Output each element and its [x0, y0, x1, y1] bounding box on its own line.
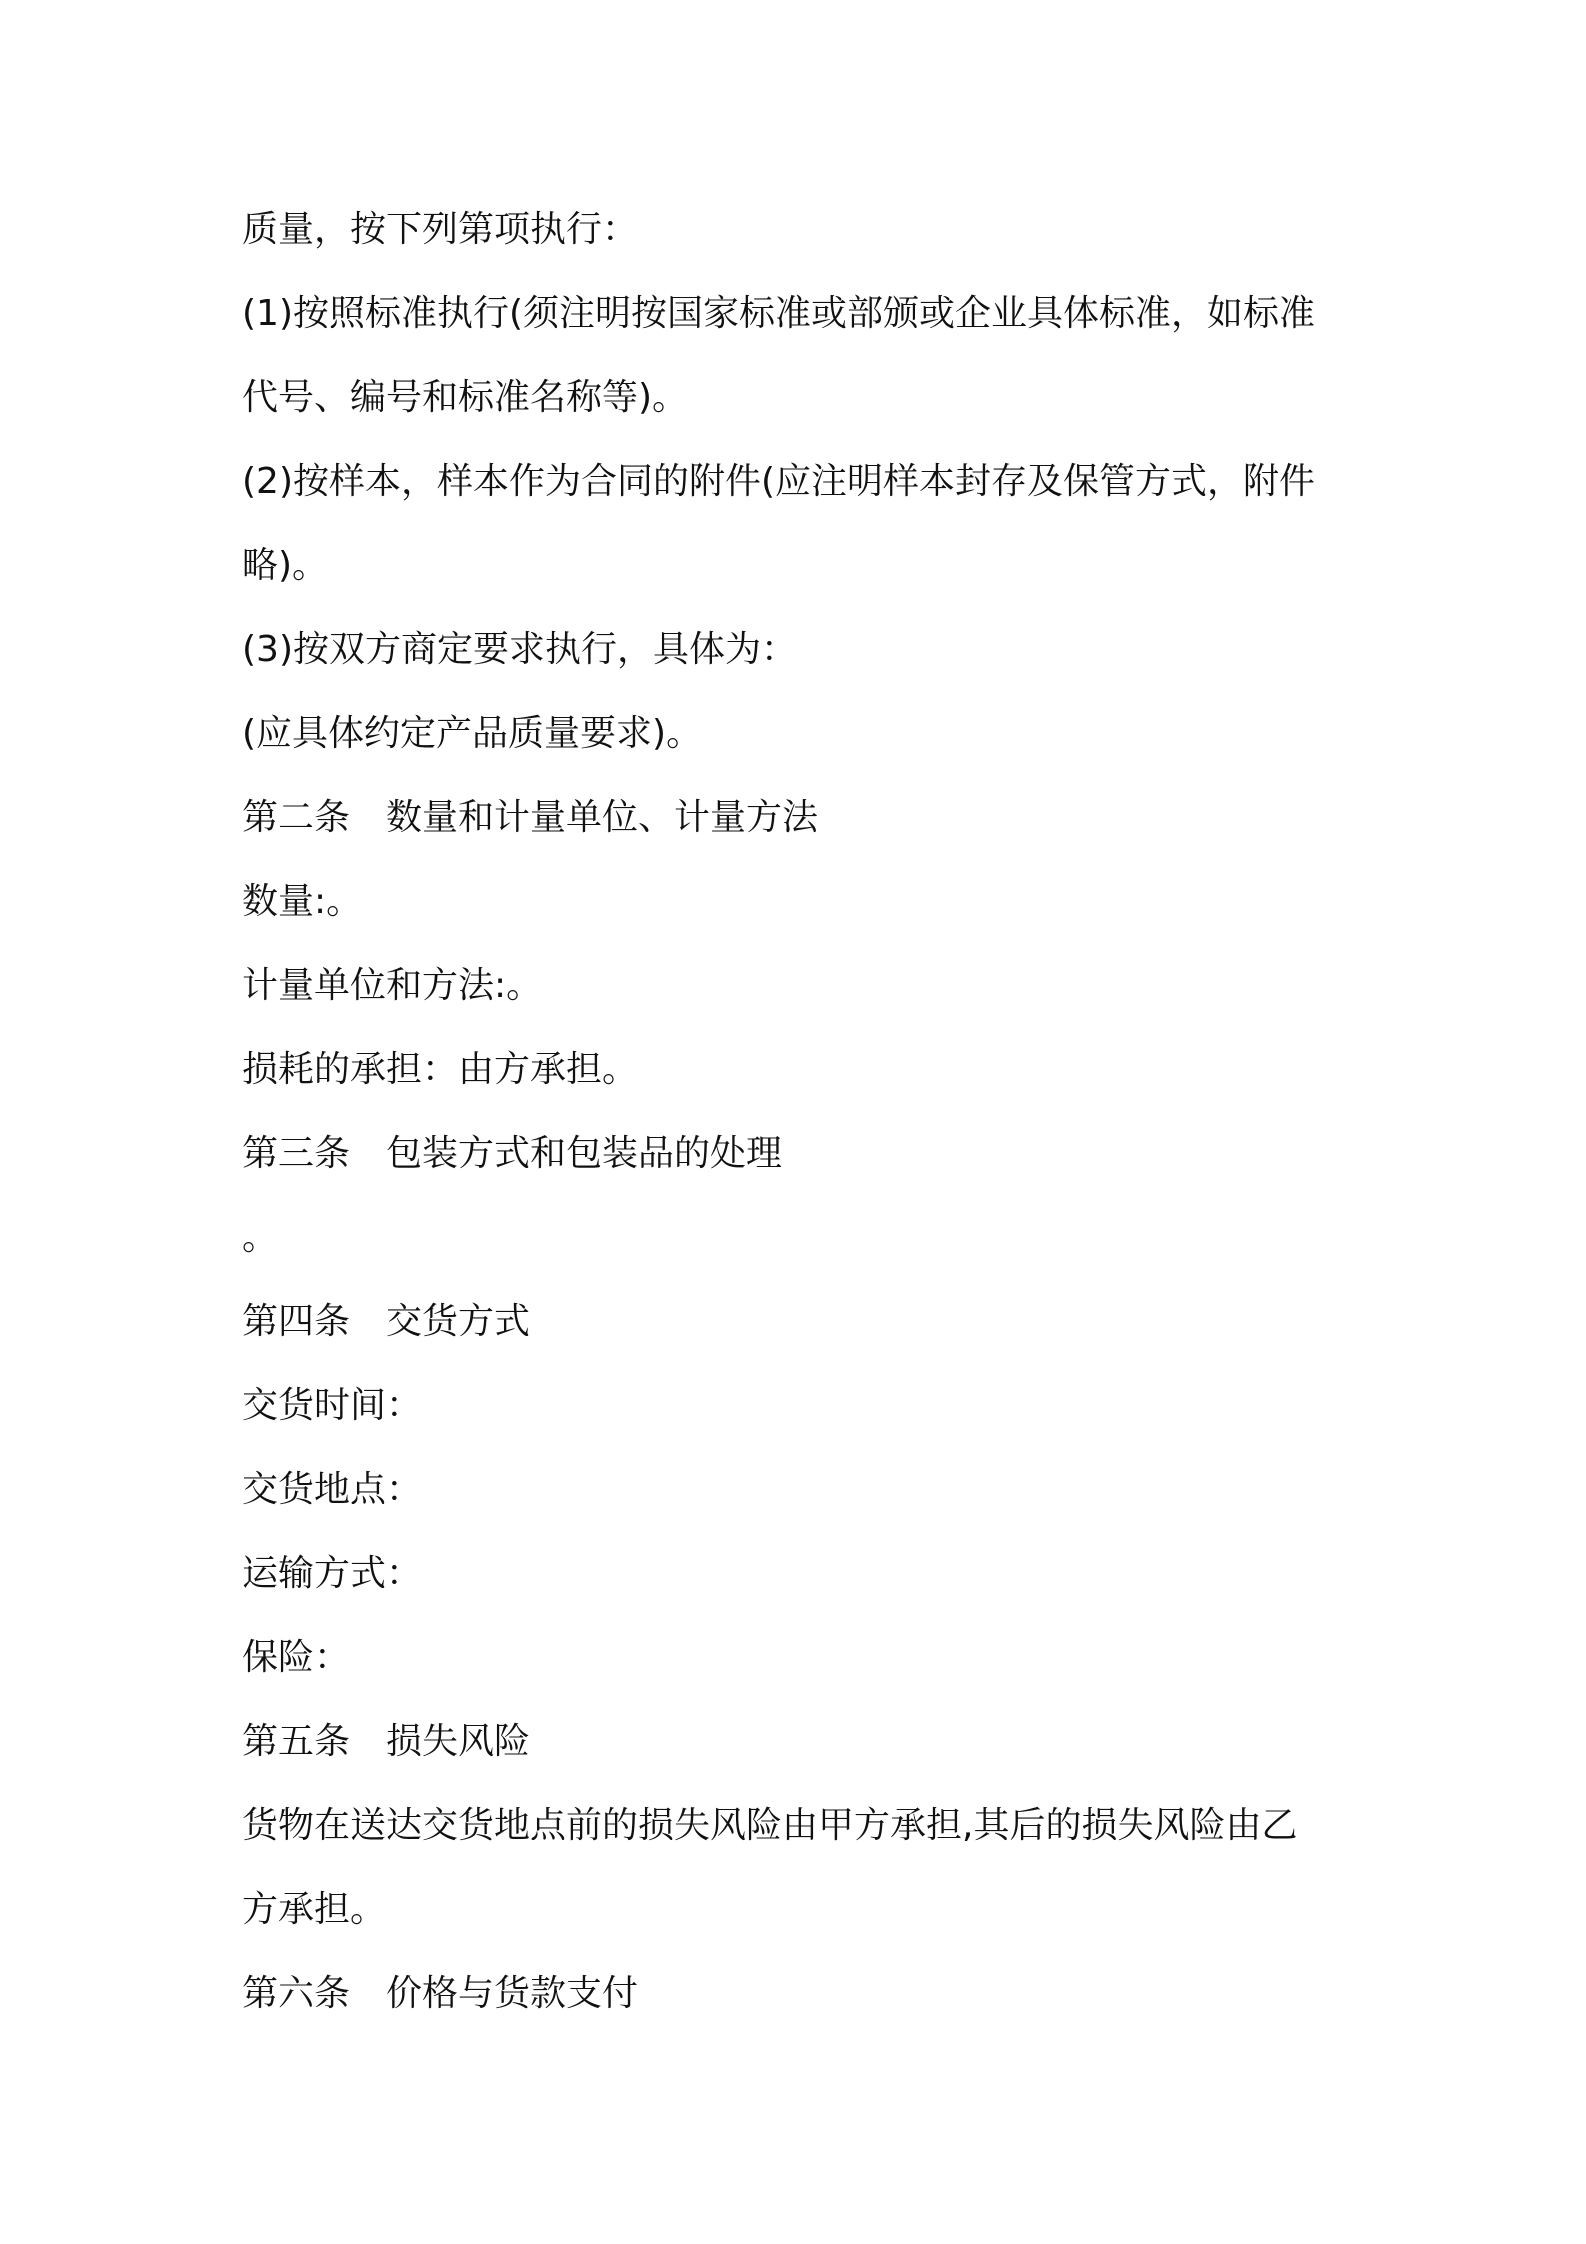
- delivery-place-line: 交货地点：: [242, 1469, 423, 1510]
- quality-requirement-line: (应具体约定产品质量要求)。: [242, 713, 703, 754]
- article-6-heading: 第六条 价格与货款支付: [242, 1973, 639, 2014]
- quality-option-2-cont-line: 略)。: [242, 545, 329, 586]
- delivery-time-line: 交货时间：: [242, 1385, 423, 1426]
- quality-option-3-line: (3)按双方商定要求执行，具体为：: [242, 629, 797, 670]
- article-2-heading: 第二条 数量和计量单位、计量方法: [242, 797, 819, 838]
- document-body: [242, 199, 1362, 2047]
- risk-clause-cont-line: 方承担。: [242, 1889, 387, 1930]
- article-3-heading: 第三条 包装方式和包装品的处理: [242, 1133, 783, 1174]
- quantity-line: 数量:。: [242, 881, 363, 922]
- measurement-unit-line: 计量单位和方法:。: [242, 965, 543, 1006]
- quality-intro-line: 质量，按下列第项执行：: [242, 209, 639, 250]
- quality-option-1-cont-line: 代号、编号和标准名称等)。: [242, 377, 689, 418]
- transport-method-line: 运输方式：: [242, 1553, 423, 1594]
- loss-bearing-line: 损耗的承担：由方承担。: [242, 1049, 639, 1090]
- insurance-line: 保险：: [242, 1637, 351, 1678]
- article-4-heading: 第四条 交货方式: [242, 1301, 531, 1342]
- packaging-blank-line: 。: [242, 1217, 279, 1258]
- quality-option-2-line: (2)按样本，样本作为合同的附件(应注明样本封存及保管方式，附件: [242, 461, 1316, 502]
- article-5-heading: 第五条 损失风险: [242, 1721, 531, 1762]
- quality-option-1-line: (1)按照标准执行(须注明按国家标准或部颁或企业具体标准，如标准: [242, 293, 1316, 334]
- risk-clause-line: 货物在送达交货地点前的损失风险由甲方承担,其后的损失风险由乙: [242, 1805, 1298, 1846]
